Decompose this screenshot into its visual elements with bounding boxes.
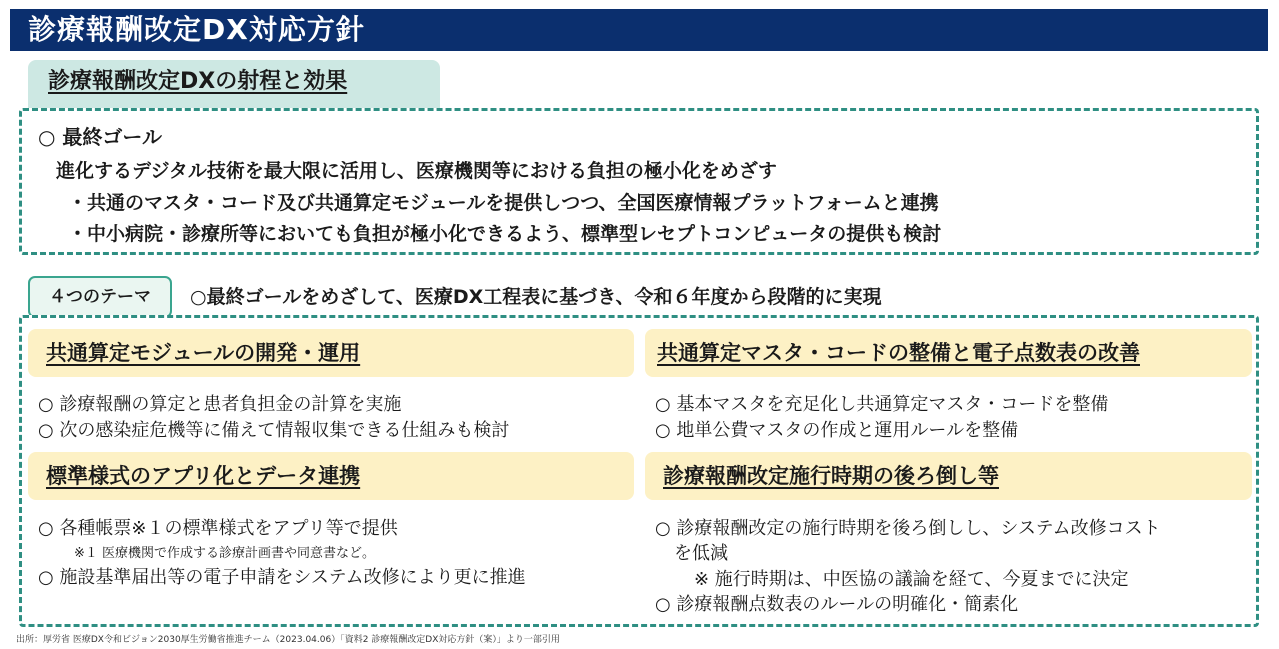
theme-item: ○ 次の感染症危機等に備えて情報収集できる仕組みも検討	[38, 420, 510, 441]
theme-item: ○ 基本マスタを充足化し共通算定マスタ・コードを整備	[655, 394, 1109, 415]
goal-line: ・共通のマスタ・コード及び共通算定モジュールを提供しつつ、全国医療情報プラットフォームと連携	[68, 192, 939, 214]
goal-line: 進化するデジタル技術を最大限に活用し、医療機関等における負担の極小化をめざす	[56, 160, 777, 182]
theme-note: ※ 施行時期は、中医協の議論を経て、今夏までに決定	[694, 569, 1129, 590]
theme-heading: 共通算定モジュールの開発・運用	[28, 329, 634, 377]
page-title: 診療報酬改定DX対応方針	[10, 9, 1268, 51]
section-title: 診療報酬改定DXの射程と効果	[28, 60, 440, 108]
theme-item: を低減	[674, 543, 728, 564]
source-footer: 出所：厚労省 医療DX令和ビジョン2030厚生労働省推進チーム（2023.04.06）「資料2 診療報酬改定DX対応方針（案）」より一部引用	[16, 635, 560, 645]
theme-heading: 共通算定マスタ・コードの整備と電子点数表の改善	[645, 329, 1252, 377]
theme-item: ○ 診療報酬の算定と患者負担金の計算を実施	[38, 394, 402, 415]
theme-heading: 診療報酬改定施行時期の後ろ倒し等	[645, 452, 1252, 500]
themes-box	[19, 315, 1259, 627]
goal-heading: ○ 最終ゴール	[38, 125, 163, 149]
theme-item: ○ 施設基準届出等の電子申請をシステム改修により更に推進	[38, 567, 526, 588]
theme-item: ○ 地単公費マスタの作成と運用ルールを整備	[655, 420, 1019, 441]
theme-item: ○ 各種帳票※１の標準様式をアプリ等で提供	[38, 518, 398, 539]
goal-box	[19, 108, 1259, 255]
theme-item: ○ 診療報酬点数表のルールの明確化・簡素化	[655, 594, 1019, 615]
theme-heading: 標準様式のアプリ化とデータ連携	[28, 452, 634, 500]
themes-description: ○最終ゴールをめざして、医療DX工程表に基づき、令和６年度から段階的に実現	[190, 286, 882, 308]
themes-tag: ４つのテーマ	[28, 276, 172, 318]
goal-line: ・中小病院・診療所等においても負担が極小化できるよう、標準型レセプトコンピュータの提供も検討	[68, 223, 942, 245]
theme-item: ○ 診療報酬改定の施行時期を後ろ倒しし、システム改修コスト	[655, 518, 1161, 539]
theme-note: ※１ 医療機関で作成する診療計画書や同意書など。	[74, 546, 376, 561]
